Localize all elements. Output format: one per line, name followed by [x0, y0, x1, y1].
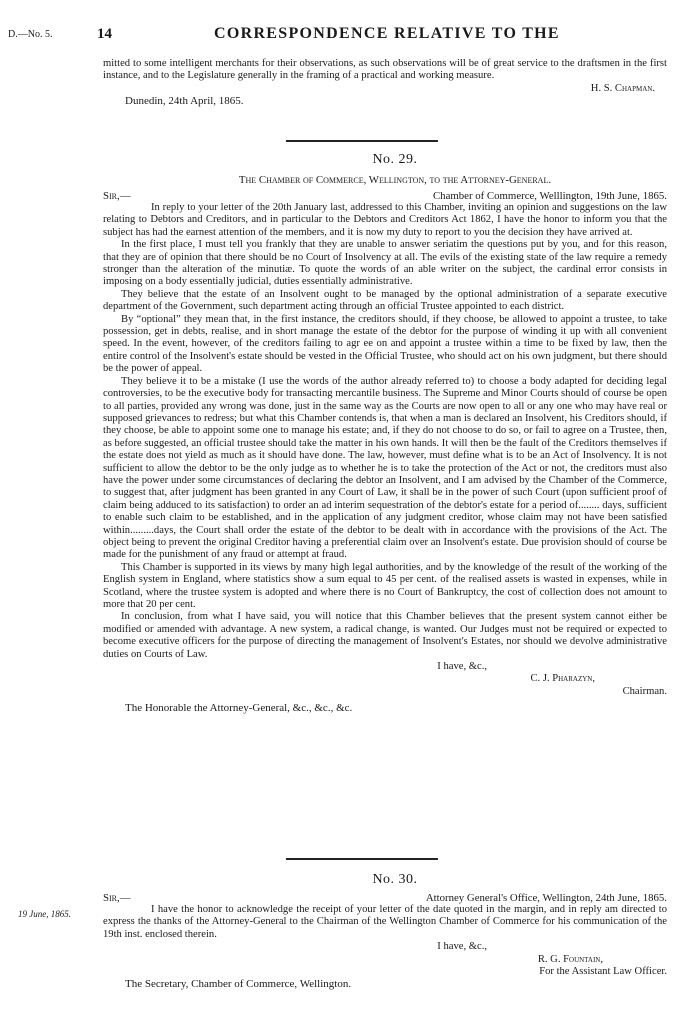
salutation: Sir,—: [103, 892, 131, 904]
signature-title: Chairman.: [622, 685, 667, 697]
body-paragraph: They believe that the estate of an Insolvent ought to be managed by the optional administration of a separate executive department of the Government, such department acting through an official Trustee appointed to each district.: [103, 288, 667, 313]
running-title: CORRESPONDENCE RELATIVE TO THE: [214, 25, 560, 42]
section-divider: [286, 858, 438, 860]
letter-address: Chamber of Commerce, Welllington, 19th June, 1865.: [432, 190, 667, 202]
salutation: Sir,—: [103, 190, 131, 202]
body-paragraph: By “optional” they mean that, in the first instance, the creditors should, if they choose, be allowed to appoint a trustee, to take possession, get in debts, realise, and in short manage the estate of the debtor for the purpose of winding it up with all convenient speed. In the event, however, of the creditors failing to agr ee on and appoint a trustee within a time to be fixed by law, then the entire control of the Insolvent's estate should be vested in the Official Trustee, who should act on his own judgment, but there should be the power of appeal.: [103, 313, 667, 375]
body-paragraph: They believe it to be a mistake (I use the words of the author already referred to) to choose a body adapted for deciding legal controversies, to be the executive body for transacting mercantile business. The Supreme and Minor Courts should of course be open to all parties, provided any wrong was done, just in the same way as the Courts are now open to all or any one who may have real or supposed grievances to redress; but what this Chamber contends is, that when a man is declared an Insolvent, his Creditors should, if they choose, be able to appoint some one to manage his estate; and, if they do not choose to do so, or fail to agree on a Trustee, then, as before suggested, an official trustee should take the matter in his own hands. It will then be the fault of the Creditors themselves if the estate does not yield as much as it should have done. The law, however, must define what is to be an Act of Insolvency. It is not sufficient to allow the debtor to be the only judge as to whether he is to take the protection of the Act or not, the creditors must also have the power under some circumstances of declaring the debtor an Insolvent, and I am advised by the Chamber of the Commerce, to suggest that, after judgment has been granted in any Court of Law, it shall be in the power of such Court (upon sufficient proof of claim being adduced to its satisfaction) to order an ad interim sequestration of the debtor's estate for a period of........ days, sufficient to enable such claim to be established, and in the application of any judgment creditor, whose claim may not have been satisfied within.........days, the Court shall order the estate of the debtor to be dealt with in accordance with the provisions of the Act. The object being to prevent the original Creditor having a preferential claim over an Insolvent's estate. Due provision should of course be made for the punishment of any fraud or attempt at fraud.: [103, 375, 667, 561]
document-reference: D.—No. 5.: [8, 29, 53, 40]
section-divider: [286, 140, 438, 142]
intro-paragraph: mitted to some intelligent merchants for their observations, as such observations will be of great service to the draftsmen in the first instance, and to the Legislature generally in the framing of a practical and working measure.: [103, 58, 667, 82]
signature: C. J. Pharazyn,: [530, 673, 595, 685]
letter-body: [103, 904, 667, 991]
letter-address: Attorney General's Office, Wellington, 24th June, 1865.: [425, 892, 667, 904]
addressee: The Honorable the Attorney-General, &c., &c., &c.: [125, 702, 353, 715]
body-paragraph: In conclusion, from what I have said, you will notice that this Chamber believes that the present system cannot either be modified or amended with advantage. A new system, a radical change, is wanted. Our Judges must not be required or expected to become executive officers for the purpose of directing the management of Insolvent's Estates, nor should we devolve administrative duties on Courts of Law.: [103, 611, 667, 660]
body-paragraph: This Chamber is supported in its views by many high legal authorities, and by the knowledge of the result of the working of the English system in England, where statistics show a sum equal to 45 per cent. of the realised assets is wasted in expenses, while in Scotland, where the trustee system is adopted and where there is no Court of Bankruptcy, the cost of collection does not amount to more that 20 per cent.: [103, 561, 667, 610]
letter-number: No. 29.: [372, 152, 418, 167]
letter-header-row: [103, 190, 667, 202]
margin-note: 19 June, 1865.: [18, 909, 71, 919]
addressee: The Secretary, Chamber of Commerce, Wellington.: [125, 978, 352, 991]
letter-30: [103, 872, 667, 991]
signature: R. G. Fountain,: [537, 953, 603, 965]
letter-number: No. 30.: [372, 872, 418, 887]
signature-title: For the Assistant Law Officer.: [539, 966, 667, 978]
intro-place-date: Dunedin, 24th April, 1865.: [125, 95, 244, 108]
intro-section: [103, 58, 667, 108]
letter-header-row: [103, 892, 667, 904]
closing: I have, &c.,: [437, 661, 487, 673]
intro-signature: H. S. Chapman.: [590, 82, 655, 94]
page-number: 14: [97, 26, 112, 42]
letter-29: [103, 152, 667, 715]
letter-heading: The Chamber of Commerce, Wellington, to the Attorney-General.: [238, 174, 552, 186]
closing: I have, &c.,: [437, 941, 487, 953]
body-paragraph: In the first place, I must tell you frankly that they are unable to answer seriatim the questions put by you, and for this reason, that they are of opinion that there should be no Court of Insolvency at all. The evils of the existing state of the law require a remedy stronger than the alteration of the minutiæ. To quote the words of an able writer on the subject, the cardinal error consists in imposing on a body essentially judicial, duties essentially administrative.: [103, 239, 667, 288]
body-paragraph: I have the honor to acknowledge the receipt of your letter of the date quoted in the margin, and in reply am directed to express the thanks of the Attorney-General to the Chairman of the Wellington Chamber of Commerce for his communication of the 19th inst. enclosed therein.: [103, 904, 667, 940]
body-paragraph: In reply to your letter of the 20th January last, addressed to this Chamber, inviting an opinion and suggestions on the law relating to Debtors and Creditors, and in particular to the Debtors and Creditors Act 1862, I have the honor to inform you that the subject has had the earnest attention of the members, and it is now my duty to report to you the decision they have arrived at.: [103, 202, 667, 238]
letter-body: [103, 202, 667, 715]
